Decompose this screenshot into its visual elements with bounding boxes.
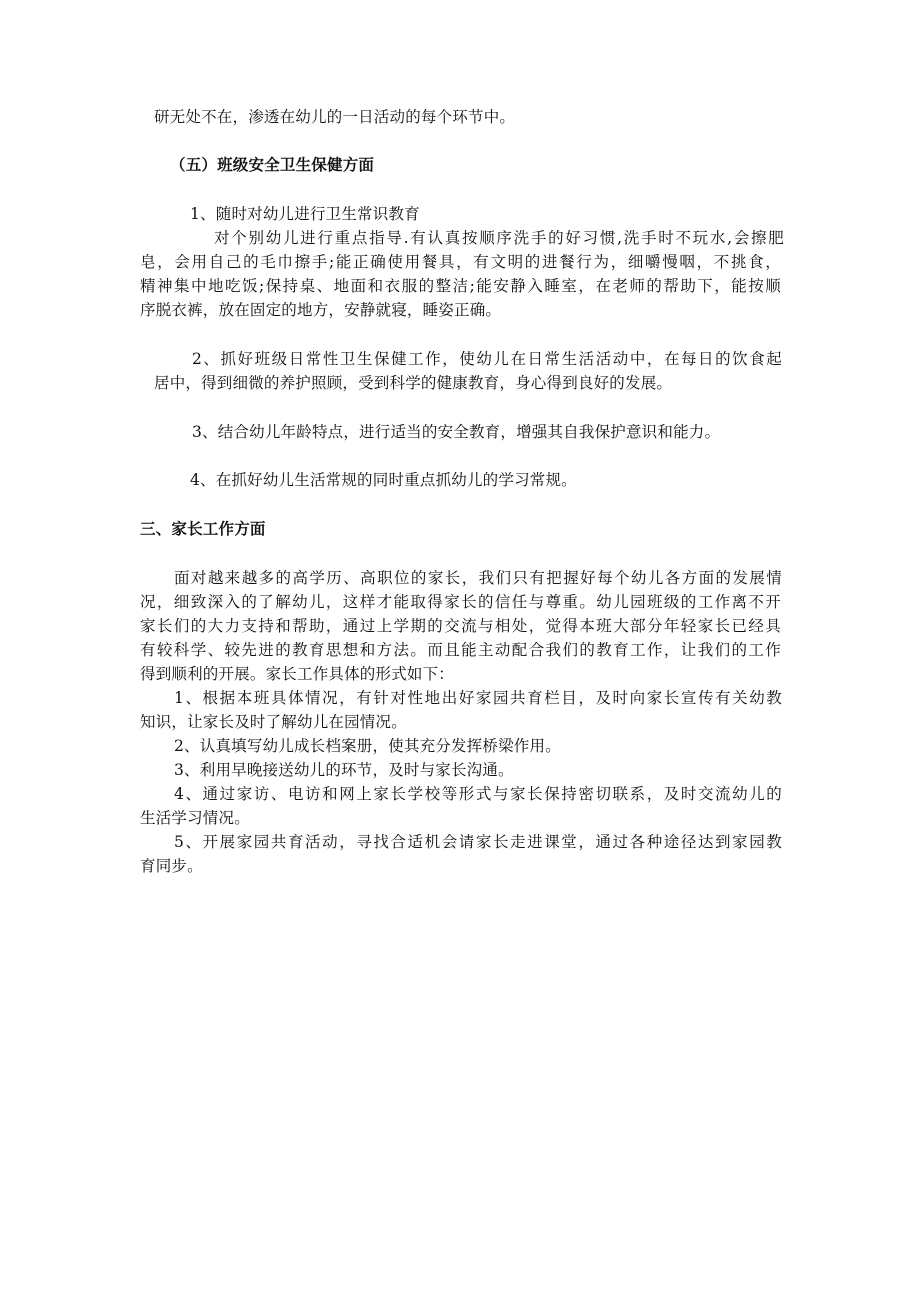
hygiene-item-2-line: 2、抓好班级日常性卫生保健工作，使幼儿在日常生活活动中，在每日的饮食起: [192, 350, 782, 368]
parent-item-4-line: 4、通过家访、电访和网上家长学校等形式与家长保持密切联系，及时交流幼儿的: [174, 785, 782, 803]
section-five-heading: （五）班级安全卫生保健方面: [170, 156, 375, 174]
parent-item-1-line: 知识，让家长及时了解幼儿在园情况。: [140, 713, 407, 731]
hygiene-item-1-line: 精神集中地吃饭;保持桌、地面和衣服的整洁;能安静入睡室，在老师的帮助下，能按顺: [140, 277, 781, 295]
hygiene-item-4: 4、在抓好幼儿生活常规的同时重点抓幼儿的学习常规。: [190, 471, 577, 489]
parent-item-2: 2、认真填写幼儿成长档案册，使其充分发挥桥梁作用。: [174, 737, 561, 755]
parent-item-5-line: 5、开展家园共育活动，寻找合适机会请家长走进课堂，通过各种途径达到家园教: [174, 833, 782, 851]
parent-intro-line: 得到顺利的开展。家长工作具体的形式如下：: [140, 665, 455, 683]
parent-intro-line: 有较科学、较先进的教育思想和方法。而且能主动配合我们的教育工作，让我们的工作: [140, 641, 781, 659]
parent-intro-line: 况，细致深入的了解幼儿，这样才能取得家长的信任与尊重。幼儿园班级的工作离不开: [140, 593, 781, 611]
parent-item-4-line: 生活学习情况。: [140, 809, 250, 827]
section-three-heading: 三、家长工作方面: [140, 520, 266, 538]
hygiene-item-1-line: 序脱衣裤，放在固定的地方，安静就寝，睡姿正确。: [140, 301, 502, 319]
continuation-text: 研无处不在，渗透在幼儿的一日活动的每个环节中。: [154, 108, 516, 126]
hygiene-item-1-title: 1、随时对幼儿进行卫生常识教育: [190, 205, 420, 223]
hygiene-item-1-line: 皂，会用自己的毛巾擦手;能正确使用餐具，有文明的进餐行为，细嚼慢咽，不挑食，: [140, 253, 781, 271]
parent-item-5-line: 育同步。: [140, 857, 203, 875]
hygiene-item-3: 3、结合幼儿年龄特点，进行适当的安全教育，增强其自我保护意识和能力。: [192, 423, 721, 441]
parent-intro-line: 家长们的大力支持和帮助，通过上学期的交流与相处，觉得本班大部分年轻家长已经具: [140, 617, 781, 635]
hygiene-item-2-line: 居中，得到细微的养护照顾，受到科学的健康教育，身心得到良好的发展。: [154, 374, 673, 392]
parent-item-3: 3、利用早晚接送幼儿的环节，及时与家长沟通。: [174, 761, 514, 779]
parent-item-1-line: 1、根据本班具体情况，有针对性地出好家园共育栏目，及时向家长宣传有关幼教: [174, 689, 782, 707]
hygiene-item-1-line: 对个别幼儿进行重点指导.有认真按顺序洗手的好习惯,洗手时不玩水,会擦肥: [214, 229, 784, 247]
parent-intro-line: 面对越来越多的高学历、高职位的家长，我们只有把握好每个幼儿各方面的发展情: [174, 569, 782, 587]
